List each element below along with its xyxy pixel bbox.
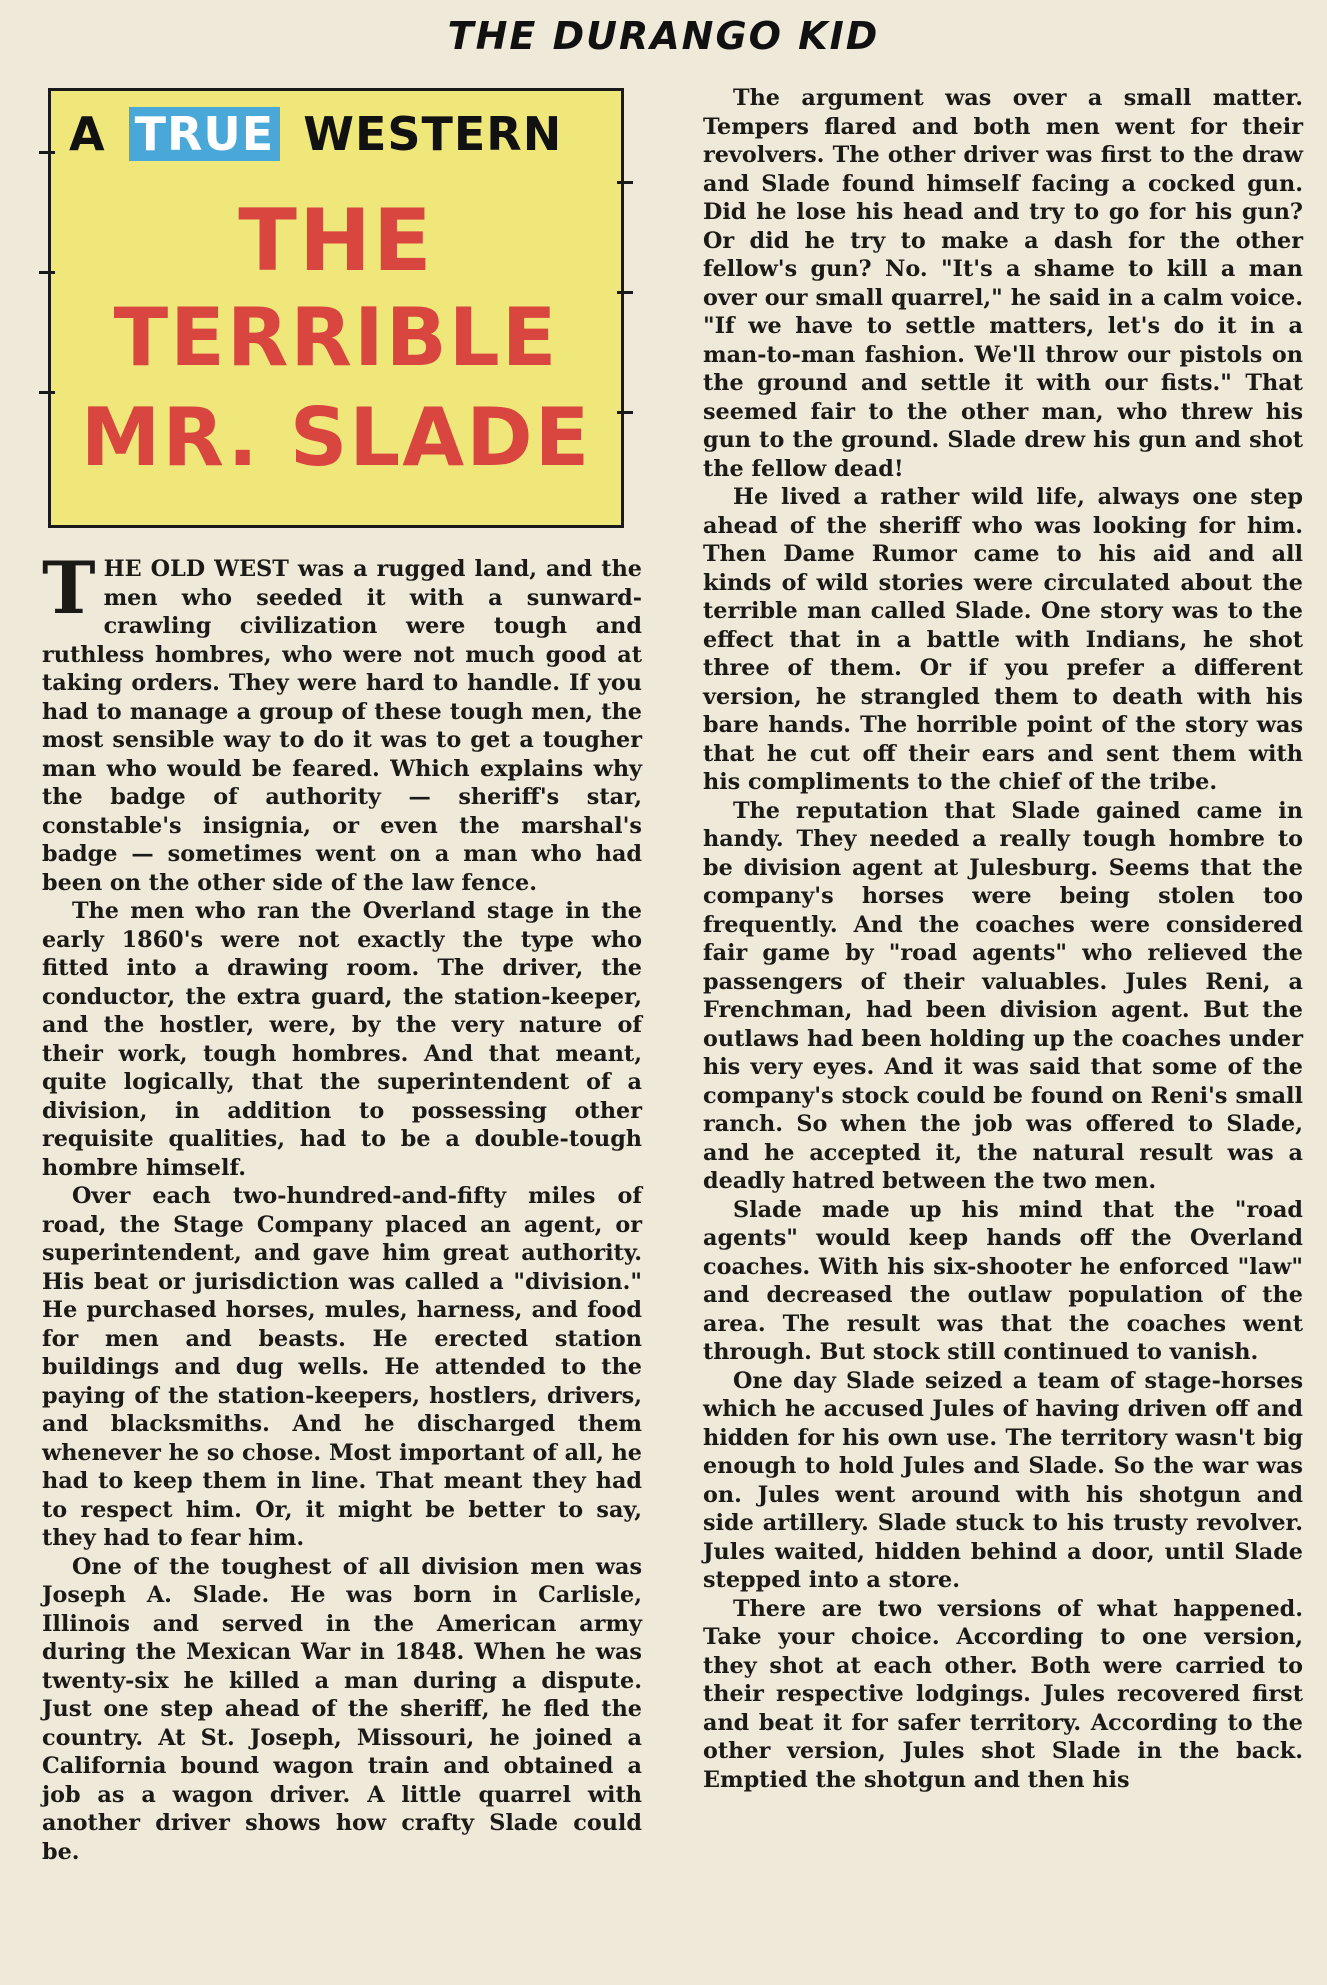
paragraph: There are two versions of what happened. Take your choice. According to one version, they shot at each other. Both were carried to their respective lodgings. Jules recovered first and beat it for safer territory. According to the other version, Jules shot Slade in the back. Emptied the shotgun and then his — [703, 1595, 1303, 1793]
paragraph: One of the toughest of all division men was Joseph A. Slade. He was born in Carlisle, Illinois and served in the American army during the Mexican War in 1848. When he was twenty-six he killed a man during a dispute. Just one step ahead of the sheriff, he fled the country. At St. Joseph, Missouri, he joined a California bound wagon train and obtained a job as a wagon driver. A little quarrel with another driver shows how crafty Slade could be. — [42, 1553, 642, 1865]
paragraph-text: HE OLD WEST was a rugged land, and the men who seeded it with a sunward-crawling civilization were tough and ruthless hombres, who were not much good at taking orders. They were hard to handle. If you had to manage a group of these tough men, the most sensible way to do it was to get a tougher man who would be feared. Which explains why the badge of authority — sheriff's star, constable's insignia, or even the marshal's badge — sometimes went on a man who had been on the other side of the law fence. — [42, 556, 642, 896]
sign-subtitle — [69, 107, 562, 161]
right-column — [703, 84, 1303, 1794]
drop-cap: T — [42, 545, 96, 630]
paragraph: The reputation that Slade gained came in handy. They needed a really tough hombre to be division agent at Julesburg. Seems that the company's horses were being stolen too frequently. And the coaches were considered fair game by "road agents" who relieved the passengers of their valuables. Jules Reni, a Frenchman, had been division agent. But the outlaws had been holding up the coaches under his very eyes. And it was said that some of the company's stock could be found on Reni's small ranch. So when the job was offered to Slade, and he accepted it, the natural result was a deadly hatred between the two men. — [703, 797, 1303, 1194]
sign-title-line3: MR. SLADE — [80, 391, 592, 484]
sign-western: WESTERN — [303, 107, 563, 161]
sign-title-line1: THE — [238, 191, 434, 291]
sign-a: A — [69, 107, 106, 161]
sign-true-badge: TRUE — [129, 107, 281, 161]
paragraph — [42, 545, 642, 897]
paragraph: Over each two-hundred-and-fifty miles of road, the Stage Company placed an agent, or superintendent, and gave him great authority. His beat or jurisdiction was called a "division." He purchased horses, mules, harness, and food for men and beasts. He erected station buildings and dug wells. He attended to the paying of the station-keepers, hostlers, drivers, and blacksmiths. And he discharged them whenever he so chose. Most important of all, he had to keep them in line. That meant they had to respect him. Or, it might be better to say, they had to fear him. — [42, 1183, 642, 1551]
paragraph: The argument was over a small matter. Tempers flared and both men went for their revolvers. The other driver was first to the draw and Slade found himself facing a cocked gun. Did he lose his head and try to go for his gun? Or did he try to make a dash for the other fellow's gun? No. "It's a shame to kill a man over our small quarrel," he said in a calm voice. "If we have to settle matters, let's do it in a man-to-man fashion. We'll throw our pistols on the ground and settle it with our fists." That seemed fair to the other man, who threw his gun to the ground. Slade drew his gun and shot the fellow dead! — [703, 85, 1303, 482]
sign-title-line2: TERRIBLE — [113, 291, 559, 384]
left-column — [42, 545, 642, 1866]
paragraph: The men who ran the Overland stage in the early 1860's were not exactly the type who fitted into a drawing room. The driver, the conductor, the extra guard, the station-keeper, and the hostler, were, by the very nature of their work, tough hombres. And that meant, quite logically, that the superintendent of a division, in addition to possessing other requisite qualities, had to be a double-tough hombre himself. — [42, 898, 642, 1181]
paragraph: Slade made up his mind that the "road agents" would keep hands off the Overland coaches. With his six-shooter he enforced "law" and decreased the outlaw population of the area. The result was that the coaches went through. But stock still continued to vanish. — [703, 1196, 1303, 1365]
title-sign — [48, 88, 624, 528]
paragraph: He lived a rather wild life, always one step ahead of the sheriff who was looking for him. Then Dame Rumor came to his aid and all kinds of wild stories were circulated about the terrible man called Slade. One story was to the effect that in a battle with Indians, he shot three of them. Or if you prefer a different version, he strangled them to death with his bare hands. The horrible point of the story was that he cut off their ears and sent them with his compliments to the chief of the tribe. — [703, 484, 1303, 795]
paragraph: One day Slade seized a team of stage-horses which he accused Jules of having driven off and hidden for his own use. The territory wasn't big enough to hold Jules and Slade. So the war was on. Jules went around with his shotgun and side artillery. Slade stuck to his trusty revolver. Jules waited, hidden behind a door, until Slade stepped into a store. — [703, 1367, 1303, 1593]
page-header: THE DURANGO KID — [447, 14, 880, 58]
